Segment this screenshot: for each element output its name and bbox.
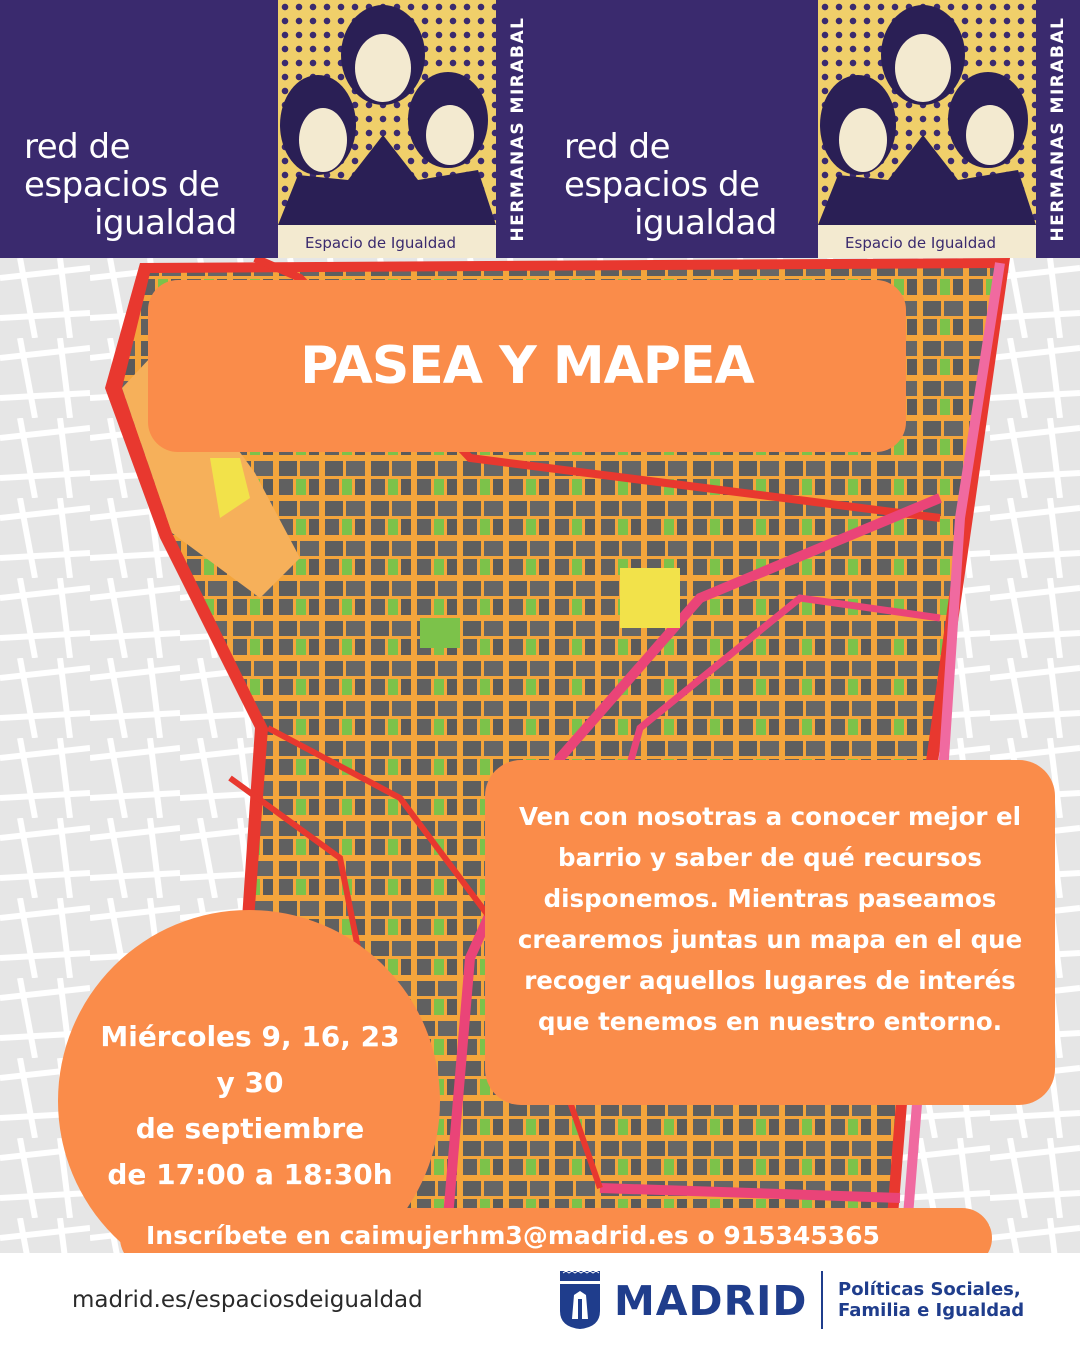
registration-text[interactable]: Inscríbete en caimujerhm3@madrid.es o 915345365 (146, 1221, 880, 1250)
header-banner (0, 0, 1080, 258)
event-title: PASEA Y MAPEA (300, 336, 754, 396)
hermanas-mirabal-label: HERMANAS MIRABAL (1048, 16, 1068, 242)
mirabal-portrait: Espacio de Igualdad (818, 0, 1036, 258)
department-name: Políticas Sociales, Familia e Igualdad (838, 1279, 1025, 1321)
sisters-illustration (278, 0, 496, 225)
header-logo-right (540, 0, 1080, 258)
footer (0, 1253, 1080, 1350)
hermanas-mirabal-label: HERMANAS MIRABAL (508, 16, 528, 242)
red-espacios-logo: red de espacios de igualdad (564, 127, 777, 243)
madrid-city-logo (558, 1267, 1028, 1337)
event-description: Ven con nosotras a conocer mejor el barrio y saber de qué recursos disponemos. Mientras paseamos crearemos juntas un mapa en el que recoger aquellos lugares de interés que tenemos en nuestro entorno. (485, 760, 1055, 1105)
mirabal-portrait: Espacio de Igualdad (278, 0, 496, 258)
event-dates: Miércoles 9, 16, 23 y 30 de septiembre de 17:00 a 18:30h (100, 1020, 400, 1191)
header-logo-left (0, 0, 540, 258)
madrid-shield-icon (558, 1271, 602, 1329)
event-title-box (148, 280, 906, 452)
footer-url[interactable]: madrid.es/espaciosdeigualdad (72, 1287, 423, 1313)
logo-separator (821, 1271, 823, 1329)
red-espacios-logo: red de espacios de igualdad (24, 127, 237, 243)
madrid-wordmark: MADRID (614, 1277, 808, 1325)
sisters-illustration (818, 0, 1036, 225)
